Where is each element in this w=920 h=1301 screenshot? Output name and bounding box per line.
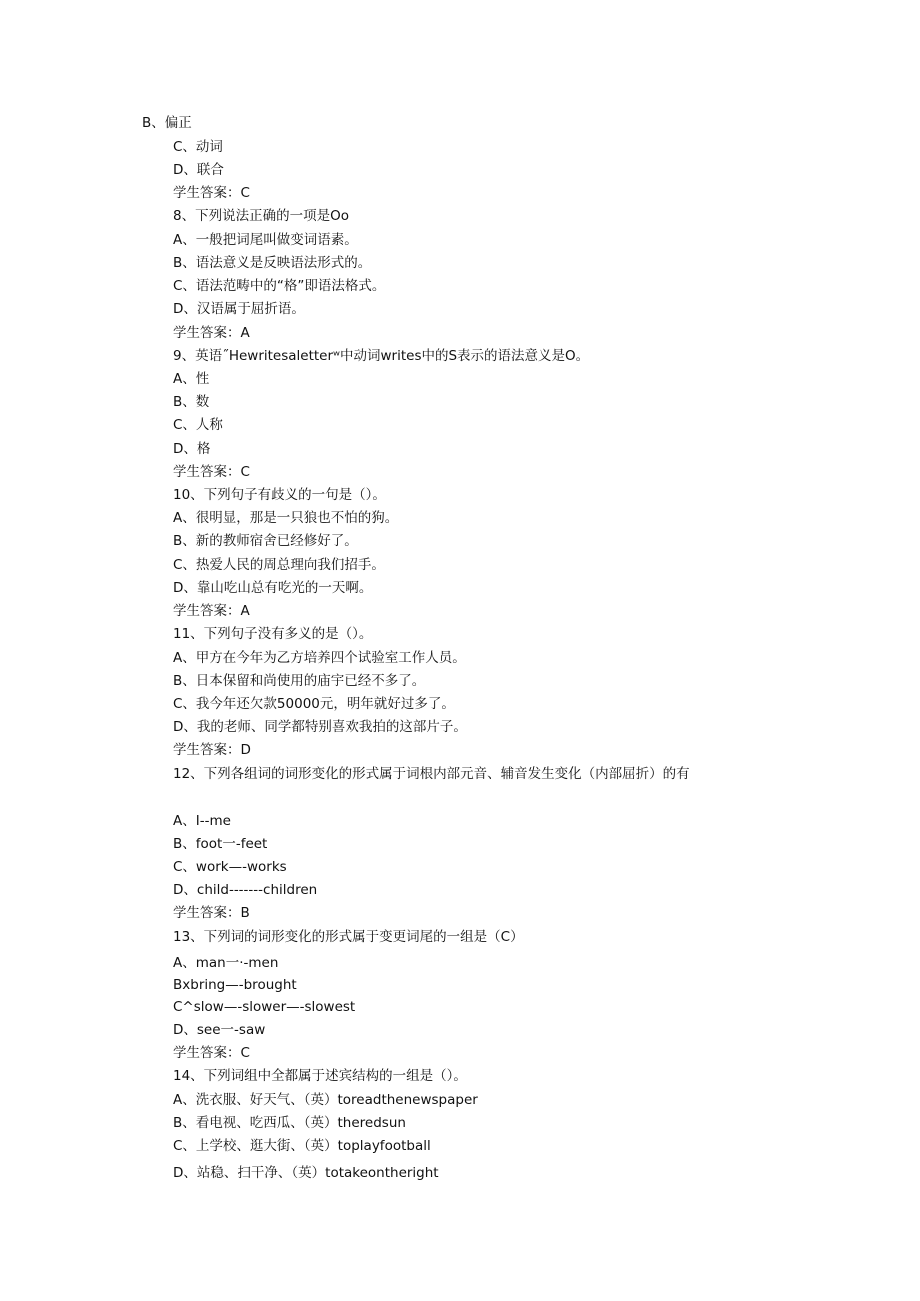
text-line: C、人称: [173, 417, 223, 433]
text-line: D、我的老师、同学都特别喜欢我拍的这部片子。: [173, 719, 467, 735]
text-line: C^slow—-slower—-slowest: [173, 999, 356, 1015]
text-line: 学生答案：B: [173, 905, 250, 921]
text-line: D、汉语属于屈折语。: [173, 301, 305, 317]
text-line: C、语法范畴中的“格”即语法格式。: [173, 278, 386, 294]
text-line: B、语法意义是反映语法形式的。: [173, 255, 372, 271]
text-line: D、格: [173, 441, 211, 457]
text-line: D、child-------children: [173, 882, 318, 898]
text-line: C、动词: [173, 139, 223, 155]
text-line: 学生答案：D: [173, 742, 251, 758]
text-line: D、联合: [173, 162, 224, 178]
question-stem: 10、下列句子有歧义的一句是（）。: [173, 487, 386, 503]
text-line: B、新的教师宿舍已经修好了。: [173, 533, 358, 549]
text-line: A、I--me: [173, 813, 231, 829]
text-line: D、see一-saw: [173, 1022, 266, 1038]
text-line: 学生答案：A: [173, 603, 250, 619]
text-line: C、上学校、逛大街、（英）toplayfootball: [173, 1138, 431, 1154]
text-line: B、foot一-feet: [173, 836, 268, 852]
question-stem: 9、英语˝Hewritesaletterʷ中动词writes中的S表示的语法意义是O。: [173, 348, 590, 364]
text-line: C、热爱人民的周总理向我们招手。: [173, 557, 385, 573]
text-line: C、我今年还欠款50000元，明年就好过多了。: [173, 696, 455, 712]
text-line: A、洗衣服、好天气、（英）toreadthenewspaper: [173, 1092, 478, 1108]
question-stem: 8、下列说法正确的一项是Oo: [173, 208, 349, 224]
text-line: B、数: [173, 394, 210, 410]
text-line: A、很明显，那是一只狼也不怕的狗。: [173, 510, 399, 526]
text-line: 学生答案：C: [173, 1045, 250, 1061]
text-line: A、甲方在今年为乙方培养四个试验室工作人员。: [173, 650, 466, 666]
text-line: 学生答案：A: [173, 325, 250, 341]
text-line: C、work—-works: [173, 859, 287, 875]
text-line: A、man一·-men: [173, 955, 279, 971]
question-stem: 13、下列词的词形变化的形式属于变更词尾的一组是（C）: [173, 929, 524, 945]
text-line: B、偏正: [142, 115, 192, 131]
text-line: B、看电视、吃西瓜、（英）theredsun: [173, 1115, 406, 1131]
text-line: A、性: [173, 371, 210, 387]
question-stem: 12、下列各组词的词形变化的形式属于词根内部元音、辅音发生变化（内部屈折）的有: [173, 766, 690, 782]
text-line: D、站稳、扫干净、（英）totakeontheright: [173, 1165, 439, 1181]
text-line: B、日本保留和尚使用的庙宇已经不多了。: [173, 673, 426, 689]
text-line: D、靠山吃山总有吃光的一天啊。: [173, 580, 373, 596]
question-stem: 14、下列词组中全都属于述宾结构的一组是（）。: [173, 1068, 467, 1084]
text-line: Bxbring—-brought: [173, 977, 297, 993]
question-stem: 11、下列句子没有多义的是（）。: [173, 626, 373, 642]
text-line: 学生答案：C: [173, 464, 250, 480]
text-line: 学生答案：C: [173, 185, 250, 201]
text-line: A、一般把词尾叫做变词语素。: [173, 232, 358, 248]
